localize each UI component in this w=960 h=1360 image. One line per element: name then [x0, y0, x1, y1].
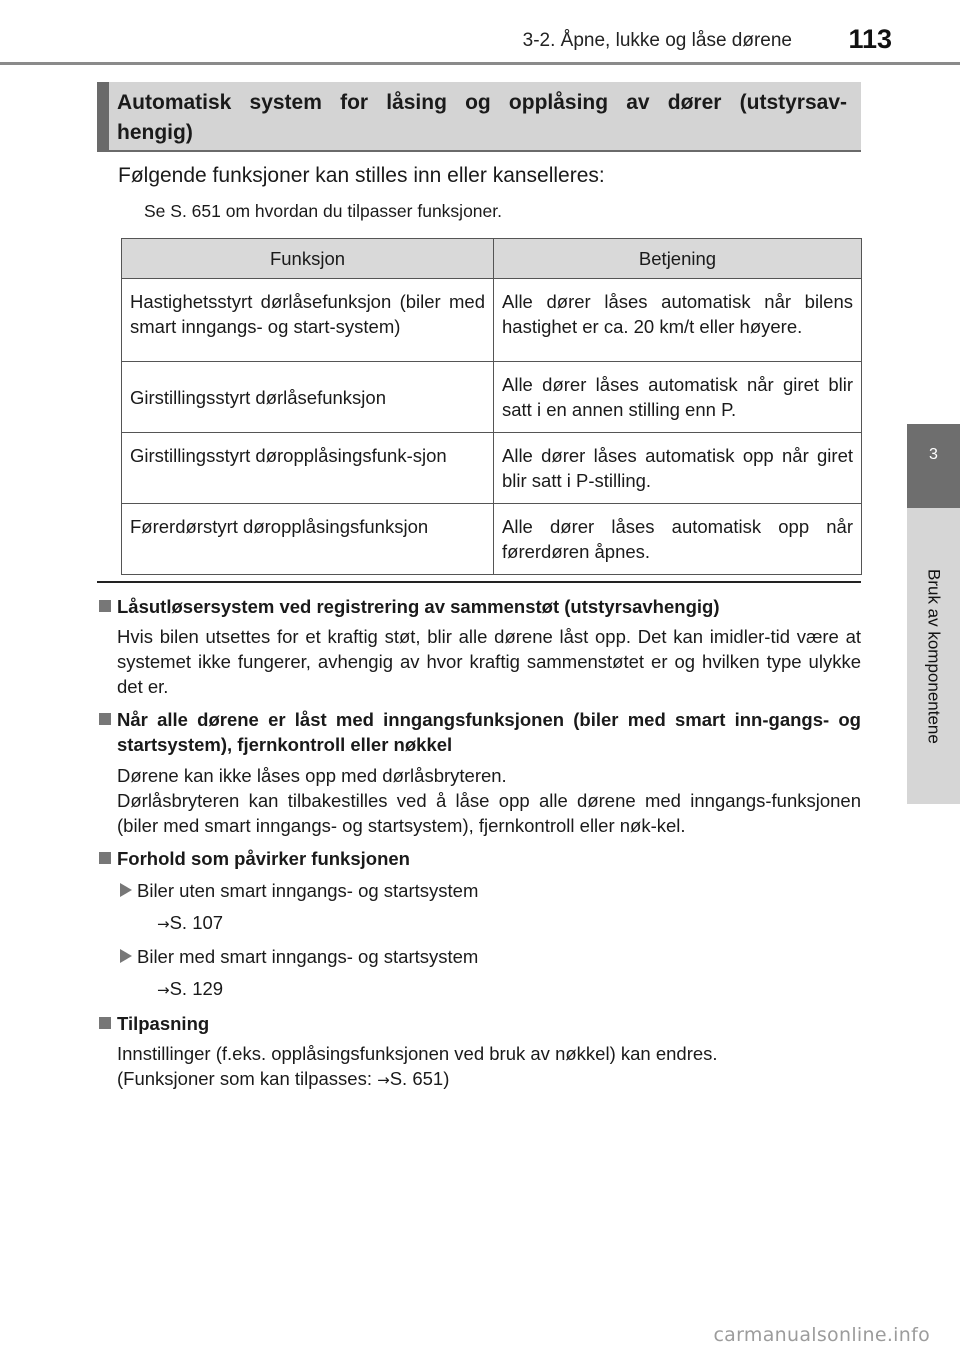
note-text: Innstillinger (f.eks. opplåsingsfunksjonen ved bruk av nøkkel) kan endres. [117, 1043, 718, 1064]
condition-item-text: Biler med smart inngangs- og startsystem [137, 946, 479, 967]
customize-note: Se S. 651 om hvordan du tilpasser funksjoner. [144, 201, 502, 221]
table-cell-function: Girstillingsstyrt dørlåsefunksjon [122, 362, 494, 433]
note-heading: Låsutløsersystem ved registrering av sammenstøt (utstyrsavhengig) [117, 596, 720, 617]
chapter-label: Bruk av komponentene [924, 568, 944, 744]
table-cell-operation: Alle dører låses automatisk opp når førerdøren åpnes. [494, 504, 862, 575]
table-row [122, 433, 862, 504]
note-heading: Forhold som påvirker funksjonen [117, 848, 410, 869]
note-heading: Tilpasning [117, 1013, 210, 1034]
functions-table [121, 238, 862, 575]
notes-section [97, 594, 861, 1101]
square-bullet-icon [99, 852, 111, 864]
note-customization [97, 1011, 861, 1093]
page-reference-text: S. 107 [169, 912, 224, 933]
table-cell-operation: Alle dører låses automatisk opp når giret blir satt i P-stilling. [494, 433, 862, 504]
page-reference [117, 910, 861, 937]
condition-item [117, 944, 861, 969]
note-locked [97, 707, 861, 838]
section-heading: Automatisk system for låsing og opplåsing av dører (utstyrsav-hengig) [117, 91, 847, 144]
running-header: 3-2. Åpne, lukke og låse dørene [522, 30, 792, 51]
arrow-icon: → [157, 981, 170, 999]
condition-item-text: Biler uten smart inngangs- og startsystem [137, 880, 479, 901]
note-text: Hvis bilen utsettes for et kraftig støt, blir alle dørene låst opp. Det kan imidler-tid være at systemet ikke fungerer, avhengig av hvor kraftig sammenstøtet er og hvilken type ulykke det er. [117, 626, 861, 697]
chapter-tab [907, 424, 960, 508]
triangle-bullet-icon [120, 949, 132, 963]
page-reference-text: S. 651) [389, 1068, 450, 1089]
square-bullet-icon [99, 1017, 111, 1029]
table-cell-function: Girstillingsstyrt døropplåsingsfunk-sjon [122, 433, 494, 504]
table-cell-function: Førerdørstyrt døropplåsingsfunksjon [122, 504, 494, 575]
header-rule [0, 62, 960, 65]
triangle-bullet-icon [120, 883, 132, 897]
intro-text: Følgende funksjoner kan stilles inn eller kanselleres: [118, 164, 605, 187]
column-header-function: Funksjon [122, 239, 494, 279]
watermark: carmanualsonline.info [713, 1324, 930, 1346]
table-cell-operation: Alle dører låses automatisk når bilens hastighet er ca. 20 km/t eller høyere. [494, 279, 862, 362]
note-impact [97, 594, 861, 699]
table-header-row [122, 239, 862, 279]
note-text-prefix: (Funksjoner som kan tilpasses: [117, 1068, 378, 1089]
table-row [122, 362, 862, 433]
chapter-number: 3 [929, 446, 938, 463]
section-heading-box [97, 82, 861, 152]
arrow-icon: → [377, 1071, 390, 1089]
square-bullet-icon [99, 713, 111, 725]
table-cell-function: Hastighetsstyrt dørlåsefunksjon (biler med smart inngangs- og start-system) [122, 279, 494, 362]
note-text: Dørlåsbryteren kan tilbakestilles ved å låse opp alle dørene med inngangs-funksjonen (biler med smart inngangs- og startsystem), fjernkontroll eller nøk-kel. [117, 790, 861, 836]
note-text: Dørene kan ikke låses opp med dørlåsbryteren. [117, 765, 507, 786]
arrow-icon: → [157, 915, 170, 933]
condition-item [117, 878, 861, 903]
note-text [117, 1066, 861, 1093]
page-number: 113 [848, 24, 892, 54]
table-row [122, 504, 862, 575]
note-heading: Når alle dørene er låst med inngangsfunksjonen (biler med smart inn-gangs- og startsystem), fjernkontroll eller nøkkel [117, 709, 861, 755]
section-divider [97, 581, 861, 583]
table-row [122, 279, 862, 362]
column-header-operation: Betjening [494, 239, 862, 279]
page-reference-text: S. 129 [169, 978, 224, 999]
table-cell-operation: Alle dører låses automatisk når giret blir satt i en annen stilling enn P. [494, 362, 862, 433]
note-conditions [97, 846, 861, 1003]
page-reference [117, 976, 861, 1003]
square-bullet-icon [99, 600, 111, 612]
